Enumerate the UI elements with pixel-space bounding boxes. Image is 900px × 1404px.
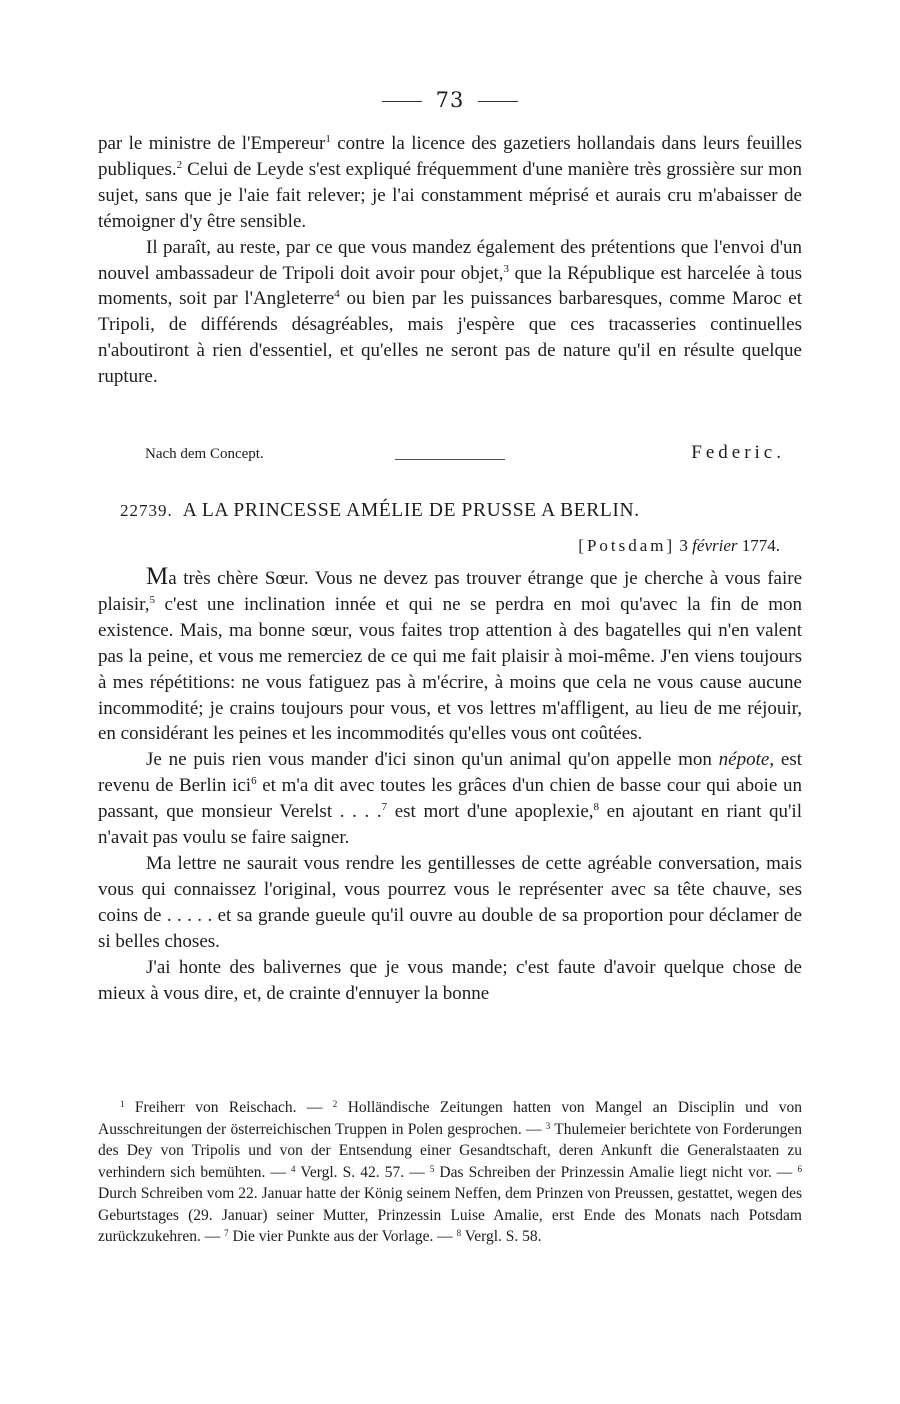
page-number: 73 <box>435 88 465 112</box>
signature: Federic. <box>691 442 785 463</box>
header-rule-left <box>382 101 422 102</box>
footnote-ref: 3 <box>503 262 509 275</box>
footnote-ref: 7 <box>381 801 388 814</box>
footnote-block: $^1$ Freiherr von Reischach. — $^2$ Holländische Zeitungen hatten von Mangel an Disciplin und von Ausschreitungen der österreichischen Truppen in Polen gesprochen. — $^3$ Thulemeier berichtete von Forderungen des Dey von Tripolis und von der Entsendung einer Gesandtschaft, deren Ankunft die Generalstaaten zu verhindern sich bemühten. — $^4$ Vergl. S. 42. 57. — $^5$ Das Schreiben der Prinzessin Amalie liegt nicht vor. — $^6$ Durch Schreiben vom 22. Januar hatte der König seinem Neffen, dem Prinzen von Preussen, gestattet, wegen des Geburtstages (29. Januar) seiner Mutter, Prinzessin Luise Amalie, erst Ende des Monats nach Potsdam zurückzukehren. — $^7$ Die vier Punkte aus der Vorlage. — $^8$ Vergl. S. 58. <box>98 1099 802 1245</box>
letter-heading <box>120 500 780 522</box>
letter-dateline: [Potsdam] 3 février 1774. <box>578 536 780 555</box>
footnotes <box>98 1097 802 1248</box>
footnote-ref: 8 <box>593 801 600 814</box>
letter-paragraph-2: Je ne puis rien vous mander d'ici sinon qu'un animal qu'on appelle mon népote, est revenu de Berlin ici$^6$ et m'a dit avec toutes les grâces d'un chien de basse cour qui aboie un passant, que monsieur Verelst . . . .$^7$ est mort d'une apoplexie,$^8$ en ajoutant en riant qu'il n'avait pas voulu se faire saigner. <box>98 749 803 849</box>
signature-rule <box>395 459 505 460</box>
concept-note: Nach dem Concept. <box>145 446 264 462</box>
letter-paragraph-4: J'ai honte des balivernes que je vous mande; c'est faute d'avoir quelque chose de mieux à vous dire, et, de crainte d'ennuyer la bonne <box>98 956 802 1004</box>
intro-paragraph-1: par le ministre de l'Empereur$^1$ contre la licence des gazetiers hollandais dans leurs feuilles publiques.$^2$ Celui de Leyde s'est expliqué fréquemment d'une manière très grossière sur mon sujet, sans que je l'aie fait relever; je l'ai constamment méprisé et aurais cru m'abaisser de témoigner d'y être sensible. <box>98 133 802 232</box>
letter-place: [Potsdam] <box>578 536 676 555</box>
letter-month: février <box>692 536 738 555</box>
intro-text <box>98 131 802 390</box>
letter-paragraph-3: Ma lettre ne saurait vous rendre les gentillesses de cette agréable conversation, mais vous qui connaissez l'original, vous pourrez vous le représenter avec sa tête chauve, ses coins de . . . . . et sa grande gueule qu'il ouvre au double de sa proportion pour déclamer de si belles choses. <box>98 852 802 952</box>
initial-letter: M <box>146 563 169 590</box>
footnote-ref: 6 <box>251 775 257 788</box>
letter-number: 22739. <box>120 501 173 520</box>
letter-paragraph-1: Ma très chère Sœur. Vous ne devez pas trouver étrange que je cherche à vous faire plaisir,$^5$ c'est une inclination innée et qui ne se perdra en moi qu'avec la fin de mon existence. Mais, ma bonne sœur, vous faites trop attention à des bagatelles qui n'en valent pas la peine, et vous me remerciez de ce qui me fait plaisir à moi-même. J'en viens toujours à mes répétitions: ne vous fatiguez pas à m'écrire, à moins que cela ne vous cause aucune incommodité; je crains toujours pour vous, et vos lettres m'affligent, au lieu de me réjouir, en considérant les peines et les incommodités qu'elles vous ont coûtées. <box>98 563 802 745</box>
letter-text <box>98 564 802 1006</box>
header-rule-right <box>478 101 518 102</box>
footnote-ref: 5 <box>149 593 155 606</box>
footnote-ref: 2 <box>176 158 183 171</box>
letter-title: A LA PRINCESSE AMÉLIE DE PRUSSE A BERLIN. <box>182 500 640 521</box>
page-number-header <box>0 88 900 112</box>
italic-word: népote <box>718 749 770 771</box>
intro-paragraph-2: Il paraît, au reste, par ce que vous mandez également des prétentions que l'envoi d'un nouvel ambassadeur de Tripoli doit avoir pour objet,$^3$ que la République est harcelée à tous moments, soit par l'Angleterre$^4$ ou bien par les puissances barbaresques, comme Maroc et Tripoli, de différends désagréables, mais j'espère que ces tracasseries continuelles n'aboutiront à rien d'essentiel, et qu'elles ne seront pas de nature qu'il en résulte quelque rupture. <box>98 236 802 388</box>
footnote-ref: 1 <box>325 133 331 145</box>
signature-row <box>145 444 785 466</box>
footnote-ref: 4 <box>334 288 340 301</box>
